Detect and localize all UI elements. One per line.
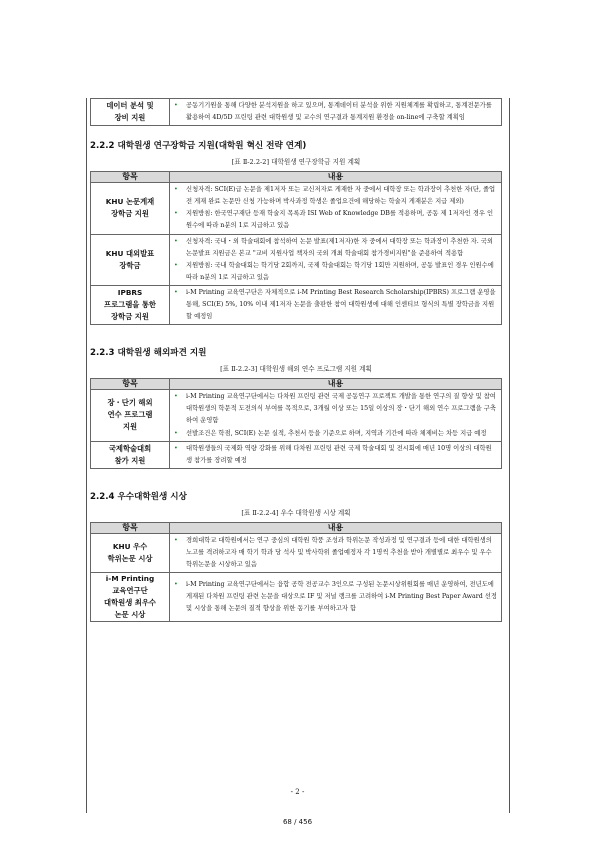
bullet-icon: •: [174, 261, 178, 269]
column-header-content: 내용: [170, 379, 502, 390]
table-caption: [표 Ⅱ-2.2-3] 대학원생 해외 연수 프로그램 지원 계획: [220, 365, 372, 374]
plan-table: [90, 378, 502, 469]
row-label: 국제학술대회 참가 지원: [91, 441, 170, 468]
bullet-text: 공동기기원을 통해 다양한 분석지원을 하고 있으며, 통계데이터 분석을 위한 지원체계를 확립하고, 통계전문가를 활용하여 4D/5D 프린팅 관련 대학원생 및 교수의 연구결과 통계지원 환경을 on-line에 구축할 계획임: [186, 102, 492, 122]
bullet-item: [174, 535, 497, 571]
section-heading: 2.2.2 대학원생 연구장학금 지원(대학원 혁신 전략 연계): [90, 141, 307, 152]
table-row: [91, 573, 502, 622]
bullet-item: [174, 260, 497, 284]
bullet-icon: •: [174, 444, 178, 452]
table-row: [91, 441, 502, 468]
bullet-text: 신청자격: 국내・외 학술대회에 참석하여 논문 발표(제1저자)한 자 중에서 대학장 또는 학과장이 추천한 자. 국외논문발표 지원금은 본교 "교비 지원사업 책자의 국외 개최 학술대회 참가경비지원"을 준용하여 적용함: [186, 237, 493, 257]
bullet-text: 신청자격: SCI(E)급 논문을 제1저자 또는 교신저자로 게재한 자 중에서 대학장 또는 학과장이 추천한 자(단, 졸업 전 게재 완료 논문만 신청 가능하며 박사과정 학생은 졸업요건에 해당하는 학술지 게재분은 지급 제외): [186, 186, 496, 206]
column-header-content: 내용: [170, 172, 502, 183]
row-content: [170, 573, 502, 622]
table-row: [91, 285, 502, 324]
bullet-icon: •: [174, 210, 178, 218]
bullet-item: [174, 236, 497, 260]
table-caption: [표 Ⅱ-2.2-2] 대학원생 연구장학금 지원 계획: [231, 158, 361, 167]
bullet-text: i-M Printing 교육연구단에서는 다차원 프린팅 관련 국제 공동연구 프로젝트 개발을 통한 연구의 질 향상 및 참여 대학원생의 학문적 도전의식 부여를 목적으로, 3개월 이상 또는 15일 이상의 장・단기 해외 연수 프로그램을 구축하여 운영함: [186, 393, 496, 425]
page-number: - 2 -: [290, 788, 305, 796]
right-margin-line: [509, 98, 510, 813]
row-label: 장・단기 해외 연수 프로그램 지원: [91, 390, 170, 441]
row-content: [170, 533, 502, 572]
table-caption: [표 Ⅱ-2.2-4] 우수 대학원생 시상 계획: [241, 508, 351, 517]
top-table: [90, 98, 502, 126]
section-heading: 2.2.3 대학원생 해외파견 지원: [90, 348, 207, 359]
bullet-text: 대학원생들의 국제화 역량 강화를 위해 다차원 프린팅 관련 국제 학술대회 및 전시회에 매년 10명 이상의 대학원생 참가를 장려할 예정: [186, 444, 492, 464]
bullet-icon: •: [174, 393, 178, 401]
bullet-icon: •: [174, 237, 178, 245]
column-header-item: 항목: [91, 172, 170, 183]
bullet-icon: •: [174, 288, 178, 296]
row-content: [170, 441, 502, 468]
column-header-content: 내용: [170, 522, 502, 533]
plan-table: [90, 522, 502, 622]
row-label: KHU 우수 학위논문 시상: [91, 533, 170, 572]
bullet-item: [174, 391, 497, 427]
column-header-item: 항목: [91, 379, 170, 390]
bullet-icon: •: [174, 536, 178, 544]
table-row: [91, 234, 502, 285]
row-label: KHU 대외발표 장학금: [91, 234, 170, 285]
row-label: i-M Printing 교육연구단 대학원생 최우수 논문 시상: [91, 573, 170, 622]
column-header-item: 항목: [91, 522, 170, 533]
row-label: 데이터 분석 및 장비 지원: [91, 99, 170, 126]
table-row: [91, 99, 502, 126]
bullet-icon: •: [174, 580, 178, 588]
bullet-icon: •: [174, 429, 178, 437]
page-count: 68 / 456: [282, 818, 313, 826]
bullet-item: [174, 184, 497, 208]
bullet-text: 지원방침: 국내 학술대회는 학기당 2회까지, 국제 학술대회는 학기당 1회만 지원하며, 공동 발표인 경우 인원수에 따라 n분의 1로 지급하고 있음: [186, 261, 494, 281]
section-heading: 2.2.4 우수대학원생 시상: [90, 491, 187, 502]
bullet-item: [174, 443, 497, 467]
page-content: [90, 98, 502, 622]
bullet-text: i-M Printing 교육연구단에서는 융합 공학 전공교수 3인으로 구성된 논문시상위원회를 매년 운영하여, 전년도에 게재된 다차원 프린팅 관련 논문을 대상으로 IF 및 저널 랭크를 고려하여 i-M Printing Best Paper Award 선정 및 시상을 통해 논문의 질적 향상을 위한 동기를 부여하고자 함: [186, 580, 497, 613]
row-content: [170, 183, 502, 234]
bullet-icon: •: [174, 186, 178, 194]
row-content: [170, 234, 502, 285]
bullet-text: 지원방침: 한국연구재단 등재 학술지 목록과 ISI Web of Knowledge DB를 적용하며, 공동 제 1저자인 경우 인원수에 따라 n분의 1로 지급하고 있음: [186, 210, 494, 230]
bullet-text: i-M Printing 교육연구단은 자체적으로 i-M Printing Best Research Scholarship(IPBRS) 프로그램 운영을 통해, SCI(E) 5%, 10% 이내 제1저자 논문을 출판한 참여 대학원생에 대해 인센티브 형식의 특별 장학금을 지원할 예정임: [186, 288, 496, 321]
row-content: [170, 285, 502, 324]
row-content: [170, 99, 502, 126]
bullet-text: 선발조건은 학점, SCI(E) 논문 실적, 추천서 등을 기준으로 하며, 지역과 기간에 따라 체제비는 차등 지급 예정: [186, 429, 487, 437]
table-row: [91, 390, 502, 441]
table-row: [91, 183, 502, 234]
row-content: [170, 390, 502, 441]
table-row: [91, 533, 502, 572]
row-label: KHU 논문게재 장학금 지원: [91, 183, 170, 234]
bullet-item: [174, 100, 497, 124]
bullet-text: 경희대학교 대학원에서는 연구 중심의 대학원 학풍 조성과 학위논문 작성과정 및 연구결과 등에 대한 대학원생의 노고를 격려하고자 매 학기 학과 당 석사 및 박사학위 졸업예정자 각 1명씩 추천을 받아 개별별로 최우수 및 우수 학위논문을 시상하고 있음: [186, 536, 492, 568]
bullet-item: [174, 428, 497, 440]
plan-table: [90, 171, 502, 325]
bullet-icon: •: [174, 102, 178, 109]
bullet-item: [174, 579, 497, 615]
left-margin-line: [86, 98, 87, 813]
bullet-item: [174, 287, 497, 323]
bullet-item: [174, 208, 497, 232]
row-label: IPBRS 프로그램을 통한 장학금 지원: [91, 285, 170, 324]
